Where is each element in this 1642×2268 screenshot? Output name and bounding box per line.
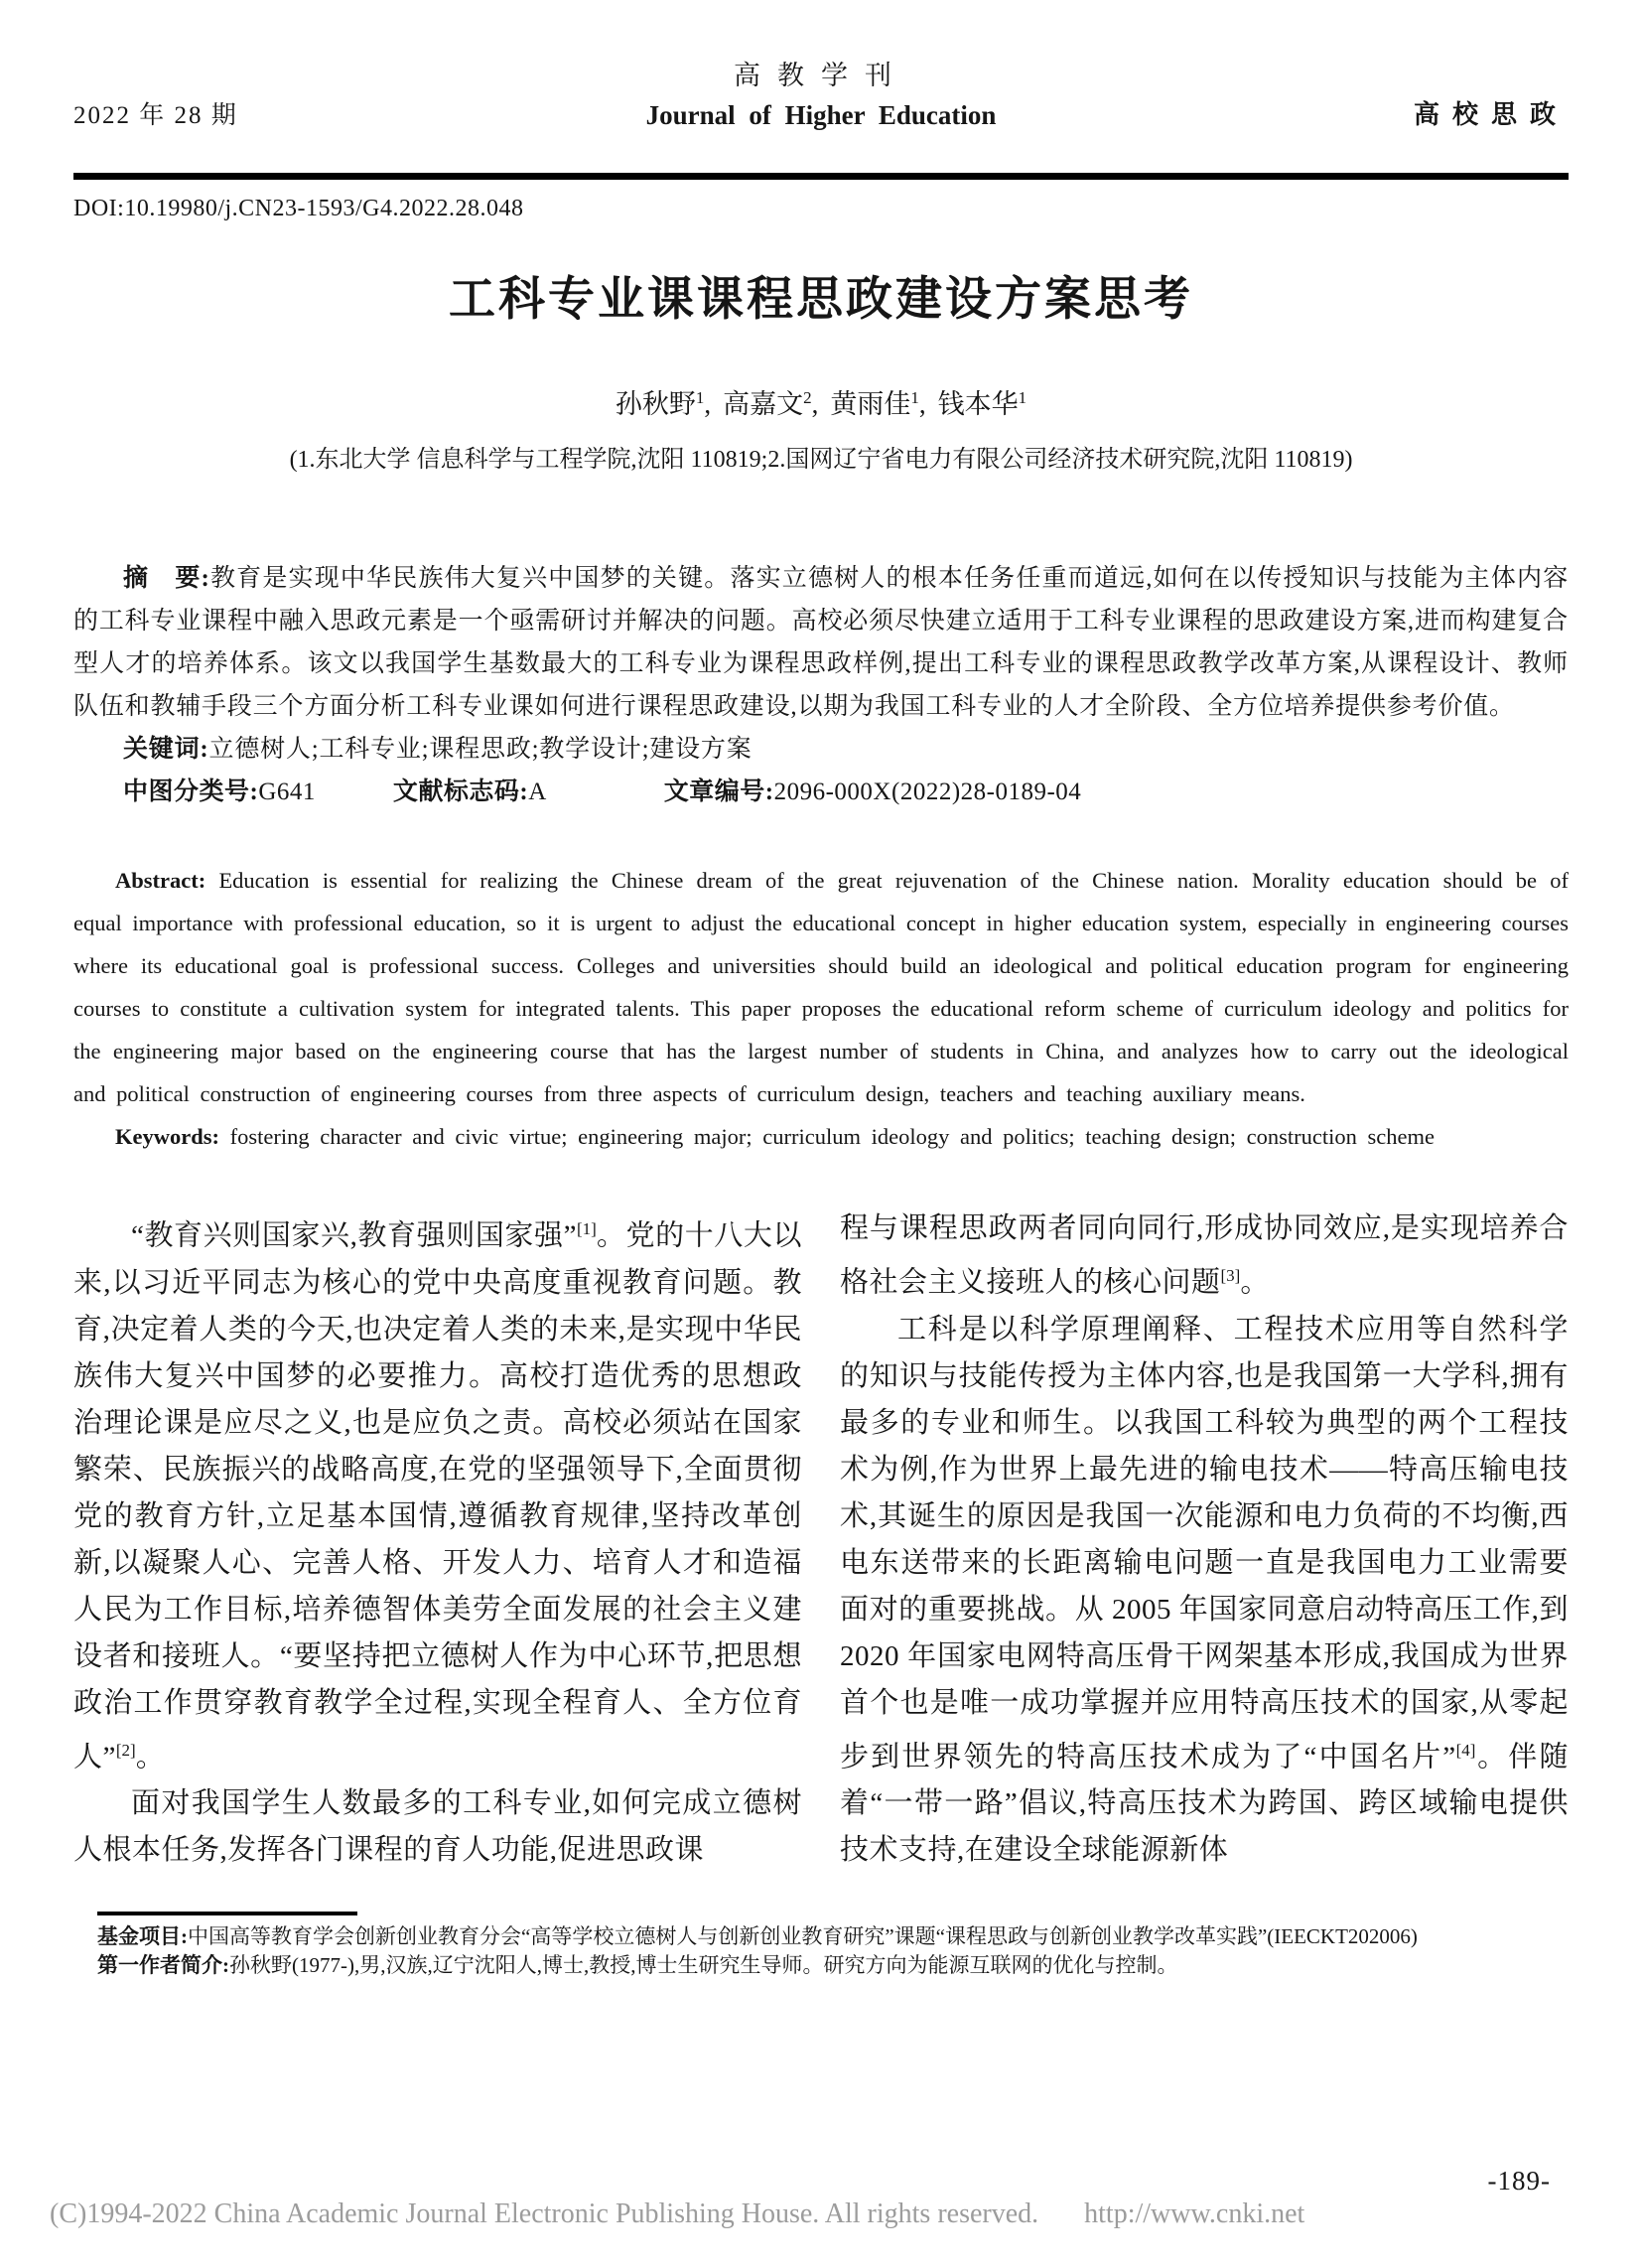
author-affil-sup: 1 [695,388,705,407]
author-name: 高嘉文 [723,389,804,419]
keywords-cn-label: 关键词: [123,736,209,763]
fund-project-text: 中国高等教育学会创新创业教育分会“高等学校立德树人与创新创业教育研究”课题“课程思政与创新创业教学改革实践”(IEECKT202006) [188,1924,1418,1949]
classification-row [73,771,1569,813]
right-column [840,1205,1569,1874]
footnote [73,1912,1569,1980]
author-line [73,382,1569,421]
copyright-notice: (C)1994-2022 China Academic Journal Electronic Publishing House. All rights reserved. [50,2198,1039,2229]
body-paragraph: “教育兴则国家兴,教育强则国家强”[1]。党的十八大以来,以习近平同志为核心的党中央高度重视教育问题。教育,决定着人类的今天,也决定着人类的未来,是实现中华民族伟大复兴中国梦的必要推力。高校打造优秀的思想政治理论课是应尽之义,也是应负之责。高校必须站在国家繁荣、民族振兴的战略高度,在党的坚强领导下,全面贯彻党的教育方针,立足基本国情,遵循教育规律,坚持改革创新,以凝聚人心、完善人格、开发人力、培育人才和造福人民为工作目标,培养德智体美劳全面发展的社会主义建设者和接班人。“要坚持把立德树人作为中心环节,把思想政治工作贯穿教育教学全过程,实现全程育人、全方位育人”[2]。 [73,1219,802,1773]
page-number: -189- [1487,2166,1551,2196]
body-paragraph: 程与课程思政两者同向同行,形成协同效应,是实现培养合格社会主义接班人的核心问题[3]。 [840,1212,1569,1299]
keywords-cn-text: 立德树人;工科专业;课程思政;教学设计;建设方案 [208,736,753,763]
journal-title-en: Journal of Higher Education [645,100,997,130]
fund-project-label: 基金项目: [97,1924,188,1949]
author-name: 钱本华 [937,389,1019,419]
clc-value: G641 [258,779,316,805]
author [830,389,937,419]
author-separator: , [918,389,926,419]
document-code-value: A [528,779,547,805]
author-name: 孙秋野 [615,389,696,419]
footnote-divider [97,1912,357,1915]
affiliation: (1.东北大学 信息科学与工程学院,沈阳 110819;2.国网辽宁省电力有限公司经济技术研究院,沈阳 110819) [289,447,1353,473]
journal-title-block [322,54,1320,131]
cnki-url[interactable]: http://www.cnki.net [1084,2198,1305,2229]
abstract-en-text: Education is essential for realizing the Chinese dream of the great rejuvenation of the Chinese nation. Morality education should be of equal importance with professional education, so it is urgent to adjust the educational concept in higher education system, especially in engineering courses where its educational goal is professional success. Colleges and universities should build an ideological and political education program for engineering courses to constitute a cultivation system for integrated talents. This paper proposes the educational reform scheme of curriculum ideology and politics for the engineering major based on the engineering course that has the largest number of students in China, and analyzes how to carry out the ideological and political construction of engineering courses from three aspects of curriculum design, teachers and teaching auxiliary means. [73,868,1569,1106]
author [938,389,1027,419]
first-author-bio-text: 孙秋野(1977-),男,汉族,辽宁沈阳人,博士,教授,博士生研究生导师。研究方向为能源互联网的优化与控制。 [229,1953,1178,1978]
journal-title-cn: 高教学刊 [734,61,908,90]
copyright-bar [50,2198,1304,2230]
header-divider [73,173,1569,180]
left-column [73,1205,802,1874]
keywords-en [73,1115,1569,1158]
author-affil-sup: 1 [910,388,919,407]
keywords-en-text: fostering character and civic virtue; engineering major; curriculum ideology and politics; teaching design; construction scheme [229,1124,1435,1149]
doi: DOI:10.19980/j.CN23-1593/G4.2022.28.048 [73,196,524,221]
column-tag: 高校思政 [1413,100,1569,129]
article-id [664,771,1082,813]
author-affil-sup: 1 [1018,388,1027,407]
article-id-label: 文章编号: [663,779,774,805]
author [616,389,723,419]
clc-number [123,771,316,813]
author-name: 黄雨佳 [830,389,911,419]
first-author-bio-label: 第一作者简介: [97,1953,229,1978]
body-columns [73,1205,1569,1874]
first-author-bio [97,1951,1569,1980]
keywords-en-label: Keywords: [115,1124,230,1149]
paper-title: 工科专业课课程思政建设方案思考 [449,272,1193,325]
author [723,389,830,419]
journal-header [73,0,1569,131]
abstract-en-label: Abstract: [115,868,219,893]
keywords-cn [73,728,1569,771]
abstract-cn [73,557,1569,728]
clc-label: 中图分类号: [123,779,259,805]
document-code-label: 文献标志码: [392,779,529,805]
author-affil-sup: 2 [803,388,812,407]
article-id-value: 2096-000X(2022)28-0189-04 [773,779,1082,805]
abstract-cn-text: 教育是实现中华民族伟大复兴中国梦的关键。落实立德树人的根本任务任重而道远,如何在以传授知识与技能为主体内容的工科专业课程中融入思政元素是一个亟需研讨并解决的问题。高校必须尽快建立适用于工科专业课程的思政建设方案,进而构建复合型人才的培养体系。该文以我国学生基数最大的工科专业为课程思政样例,提出工科专业的课程思政教学改革方案,从课程设计、教师队伍和教辅手段三个方面分析工科专业课如何进行课程思政建设,以期为我国工科专业的人才全阶段、全方位培养提供参考价值。 [73,565,1569,720]
body-paragraph: 面对我国学生人数最多的工科专业,如何完成立德树人根本任务,发挥各门课程的育人功能,促进思政课 [73,1787,802,1867]
body-paragraph: 工科是以科学原理阐释、工程技术应用等自然科学的知识与技能传授为主体内容,也是我国第一大学科,拥有最多的专业和师生。以我国工科较为典型的两个工程技术为例,作为世界上最先进的输电技术——特高压输电技术,其诞生的原因是我国一次能源和电力负荷的不均衡,西电东送带来的长距离输电问题一直是我国电力工业需要面对的重要挑战。从 2005 年国家同意启动特高压工作,到 2020 年国家电网特高压骨干网架基本形成,我国成为世界首个也是唯一成功掌握并应用特高压技术的国家,从零起步到世界领先的特高压技术成为了“中国名片”[4]。伴随着“一带一路”倡议,特高压技术为跨国、跨区域输电提供技术支持,在建设全球能源新体 [840,1313,1569,1867]
fund-project [97,1922,1569,1951]
abstract-cn-label: 摘 要: [123,565,210,592]
author-separator: , [811,389,819,419]
author-separator: , [704,389,712,419]
issue-number: 2022 年 28 期 [73,102,238,129]
abstract-en [73,859,1569,1115]
document-code [393,771,547,813]
